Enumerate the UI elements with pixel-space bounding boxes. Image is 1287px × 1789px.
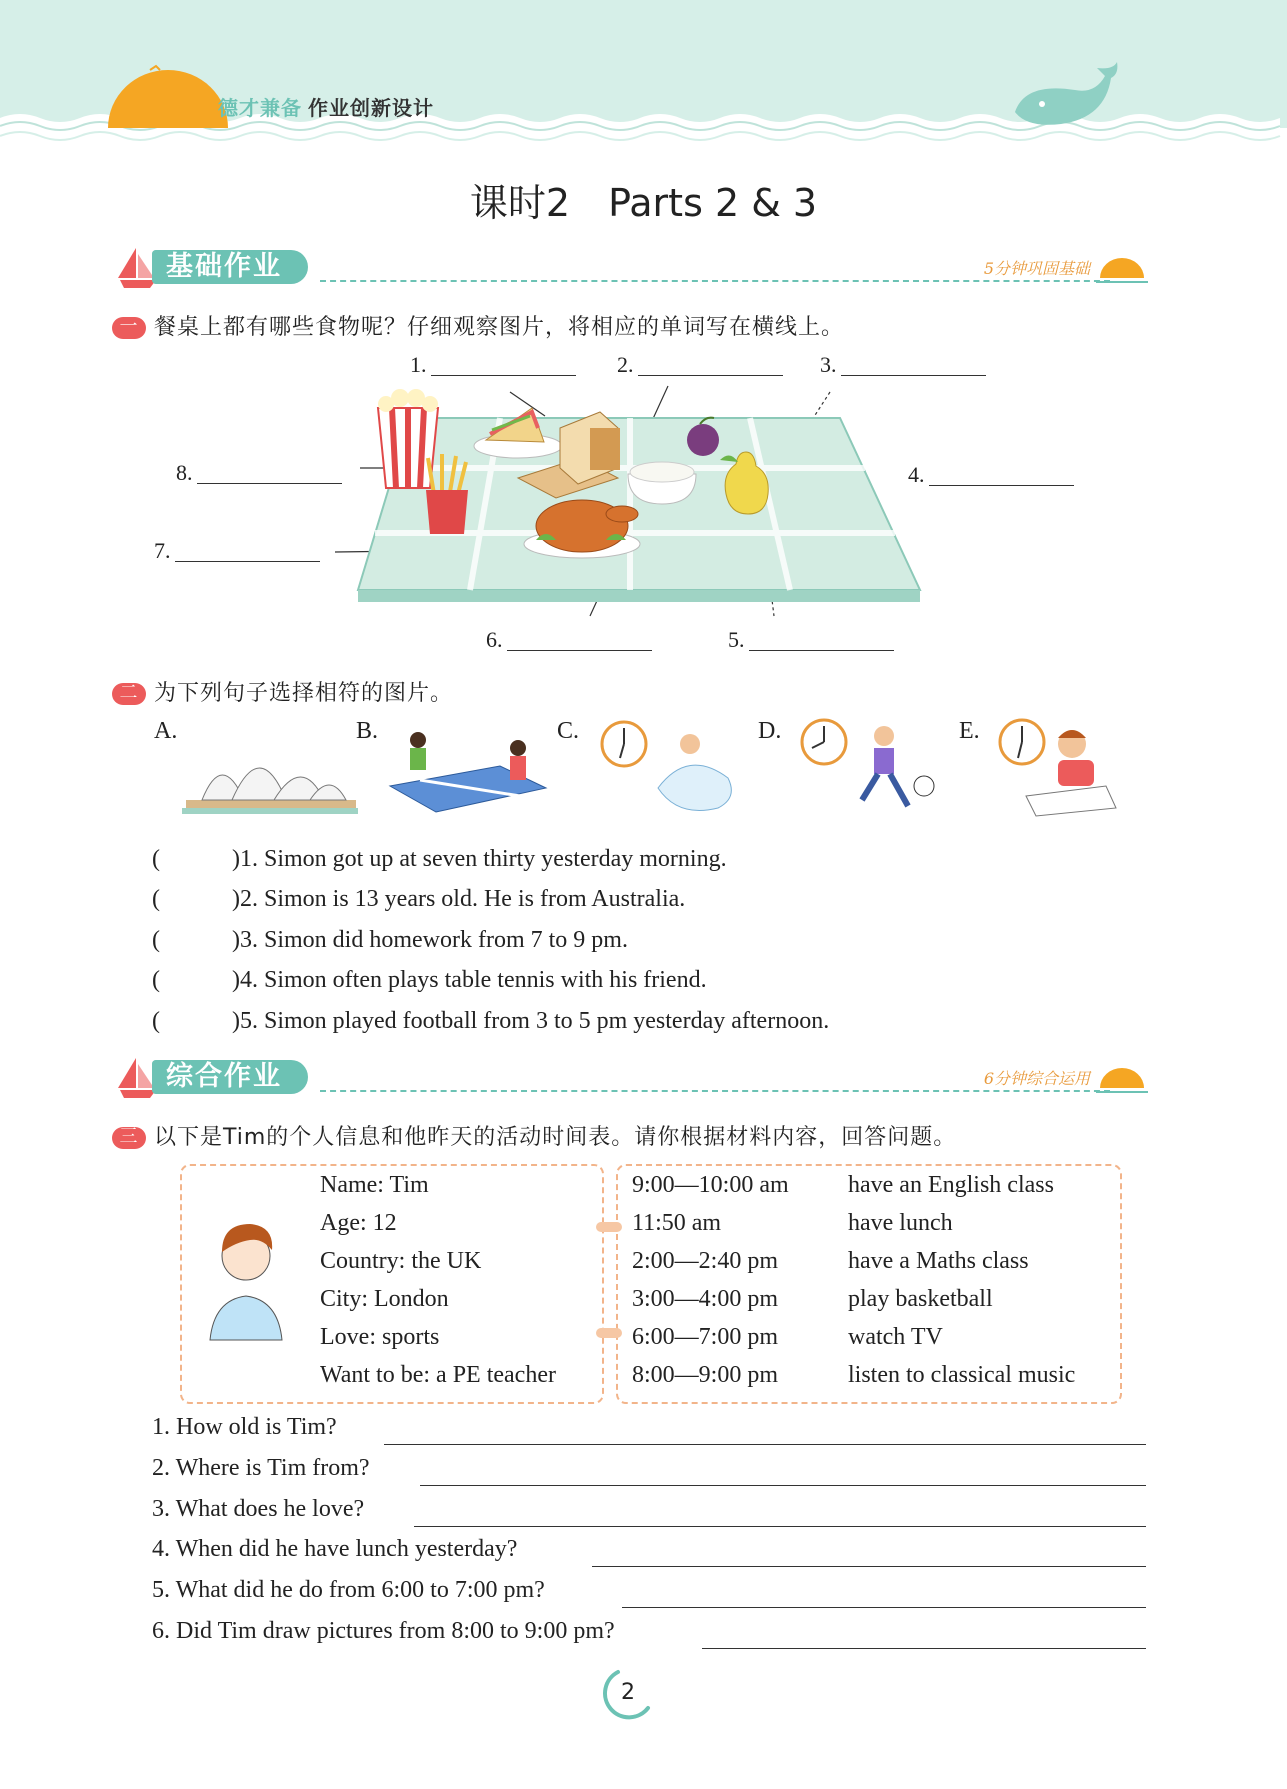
table-tennis-image	[380, 726, 550, 816]
schedule-activity: have lunch	[848, 1210, 953, 1236]
option-b-label: B.	[356, 718, 379, 744]
q2-header	[112, 676, 453, 706]
sun-icon	[1094, 252, 1150, 288]
section-combined-title: 综合作业	[152, 1060, 308, 1094]
q3-header	[112, 1120, 956, 1150]
q3-number-badge: 三	[112, 1127, 146, 1149]
tim-avatar	[196, 1214, 288, 1344]
option-c-label: C.	[557, 718, 580, 744]
schedule-time: 11:50 am	[632, 1210, 722, 1236]
q1-number-badge: 一	[112, 317, 146, 339]
divider	[320, 1090, 1110, 1092]
q3-question-2: 2. Where is Tim from?	[152, 1455, 370, 1481]
option-e-label: E.	[959, 718, 980, 744]
q2-sentence-3: ( )3. Simon did homework from 7 to 9 pm.	[152, 927, 628, 953]
answer-line[interactable]	[420, 1485, 1146, 1486]
q3-question-5: 5. What did he do from 6:00 to 7:00 pm?	[152, 1577, 545, 1603]
option-a-label: A.	[154, 718, 178, 744]
info-country: Country: the UK	[320, 1248, 482, 1274]
sun-icon	[1094, 1062, 1150, 1098]
football-image	[798, 716, 948, 820]
brand-text	[218, 92, 434, 121]
q3-question-4: 4. When did he have lunch yesterday?	[152, 1536, 518, 1562]
schedule-time: 6:00—7:00 pm	[632, 1324, 779, 1350]
q3-question-6: 6. Did Tim draw pictures from 8:00 to 9:00 pm?	[152, 1618, 615, 1644]
section-combined-hint: 6分钟综合运用	[983, 1069, 1090, 1088]
q2-sentence-4: ( )4. Simon often plays table tennis with his friend.	[152, 967, 707, 993]
getting-up-image	[598, 718, 748, 818]
q3-question-3: 3. What does he love?	[152, 1496, 365, 1522]
section-basic-hint: 5分钟巩固基础	[983, 259, 1090, 278]
schedule-activity: watch TV	[848, 1324, 943, 1350]
q3-question-1: 1. How old is Tim?	[152, 1414, 337, 1440]
schedule-activity: play basketball	[848, 1286, 993, 1312]
q2-sentence-2: ( )2. Simon is 13 years old. He is from Australia.	[152, 886, 686, 912]
answer-line[interactable]	[384, 1444, 1146, 1445]
answer-line[interactable]	[702, 1648, 1146, 1649]
blank-2[interactable]: 2.	[617, 352, 783, 378]
option-d-label: D.	[758, 718, 782, 744]
blank-1[interactable]: 1.	[410, 352, 576, 378]
blank-6[interactable]: 6.	[486, 627, 652, 653]
lesson-title: 课时2 Parts 2 & 3	[469, 181, 818, 225]
q2-sentence-5: ( )5. Simon played football from 3 to 5 pm yesterday afternoon.	[152, 1008, 830, 1034]
answer-line[interactable]	[929, 463, 1074, 486]
answer-line[interactable]	[749, 628, 894, 651]
food-table-illustration	[300, 368, 950, 628]
blank-7[interactable]: 7.	[154, 538, 320, 564]
section-basic-title: 基础作业	[152, 250, 308, 284]
schedule-time: 8:00—9:00 pm	[632, 1362, 779, 1388]
info-city: City: London	[320, 1286, 449, 1312]
schedule-time: 3:00—4:00 pm	[632, 1286, 779, 1312]
info-love: Love: sports	[320, 1324, 440, 1350]
schedule-activity: listen to classical music	[848, 1362, 1076, 1388]
q3-instruction: 以下是Tim的个人信息和他昨天的活动时间表。请你根据材料内容，回答问题。	[154, 1125, 957, 1150]
info-want-to-be: Want to be: a PE teacher	[320, 1362, 556, 1388]
blank-8[interactable]: 8.	[176, 460, 342, 486]
blank-4[interactable]: 4.	[908, 462, 1074, 488]
info-name: Name: Tim	[320, 1172, 429, 1198]
schedule-activity: have a Maths class	[848, 1248, 1029, 1274]
header-band	[0, 0, 1287, 150]
opera-house-image	[182, 730, 358, 816]
q1-instruction: 餐桌上都有哪些食物呢？仔细观察图片，将相应的单词写在横线上。	[154, 315, 845, 340]
answer-line[interactable]	[414, 1526, 1146, 1527]
schedule-time: 9:00—10:00 am	[632, 1172, 789, 1198]
blank-5[interactable]: 5.	[728, 627, 894, 653]
card-connector	[594, 1218, 624, 1342]
q2-instruction: 为下列句子选择相符的图片。	[154, 681, 454, 706]
schedule-activity: have an English class	[848, 1172, 1054, 1198]
answer-line[interactable]	[622, 1607, 1146, 1608]
schedule-time: 2:00—2:40 pm	[632, 1248, 779, 1274]
brand-rest: 作业创新设计	[308, 96, 434, 120]
brand-highlight: 德才兼备	[218, 96, 302, 120]
blank-3[interactable]: 3.	[820, 352, 986, 378]
page-number: 2	[621, 1680, 635, 1705]
divider	[320, 280, 1110, 282]
info-age: Age: 12	[320, 1210, 397, 1236]
homework-image	[996, 716, 1132, 818]
answer-line[interactable]	[592, 1566, 1146, 1567]
answer-line[interactable]	[175, 539, 320, 562]
q1-header	[112, 310, 844, 340]
answer-line[interactable]	[507, 628, 652, 651]
section-basic-banner	[110, 244, 1150, 294]
section-combined-banner	[110, 1054, 1150, 1104]
q2-sentence-1: ( )1. Simon got up at seven thirty yesterday morning.	[152, 846, 727, 872]
q2-number-badge: 二	[112, 683, 146, 705]
